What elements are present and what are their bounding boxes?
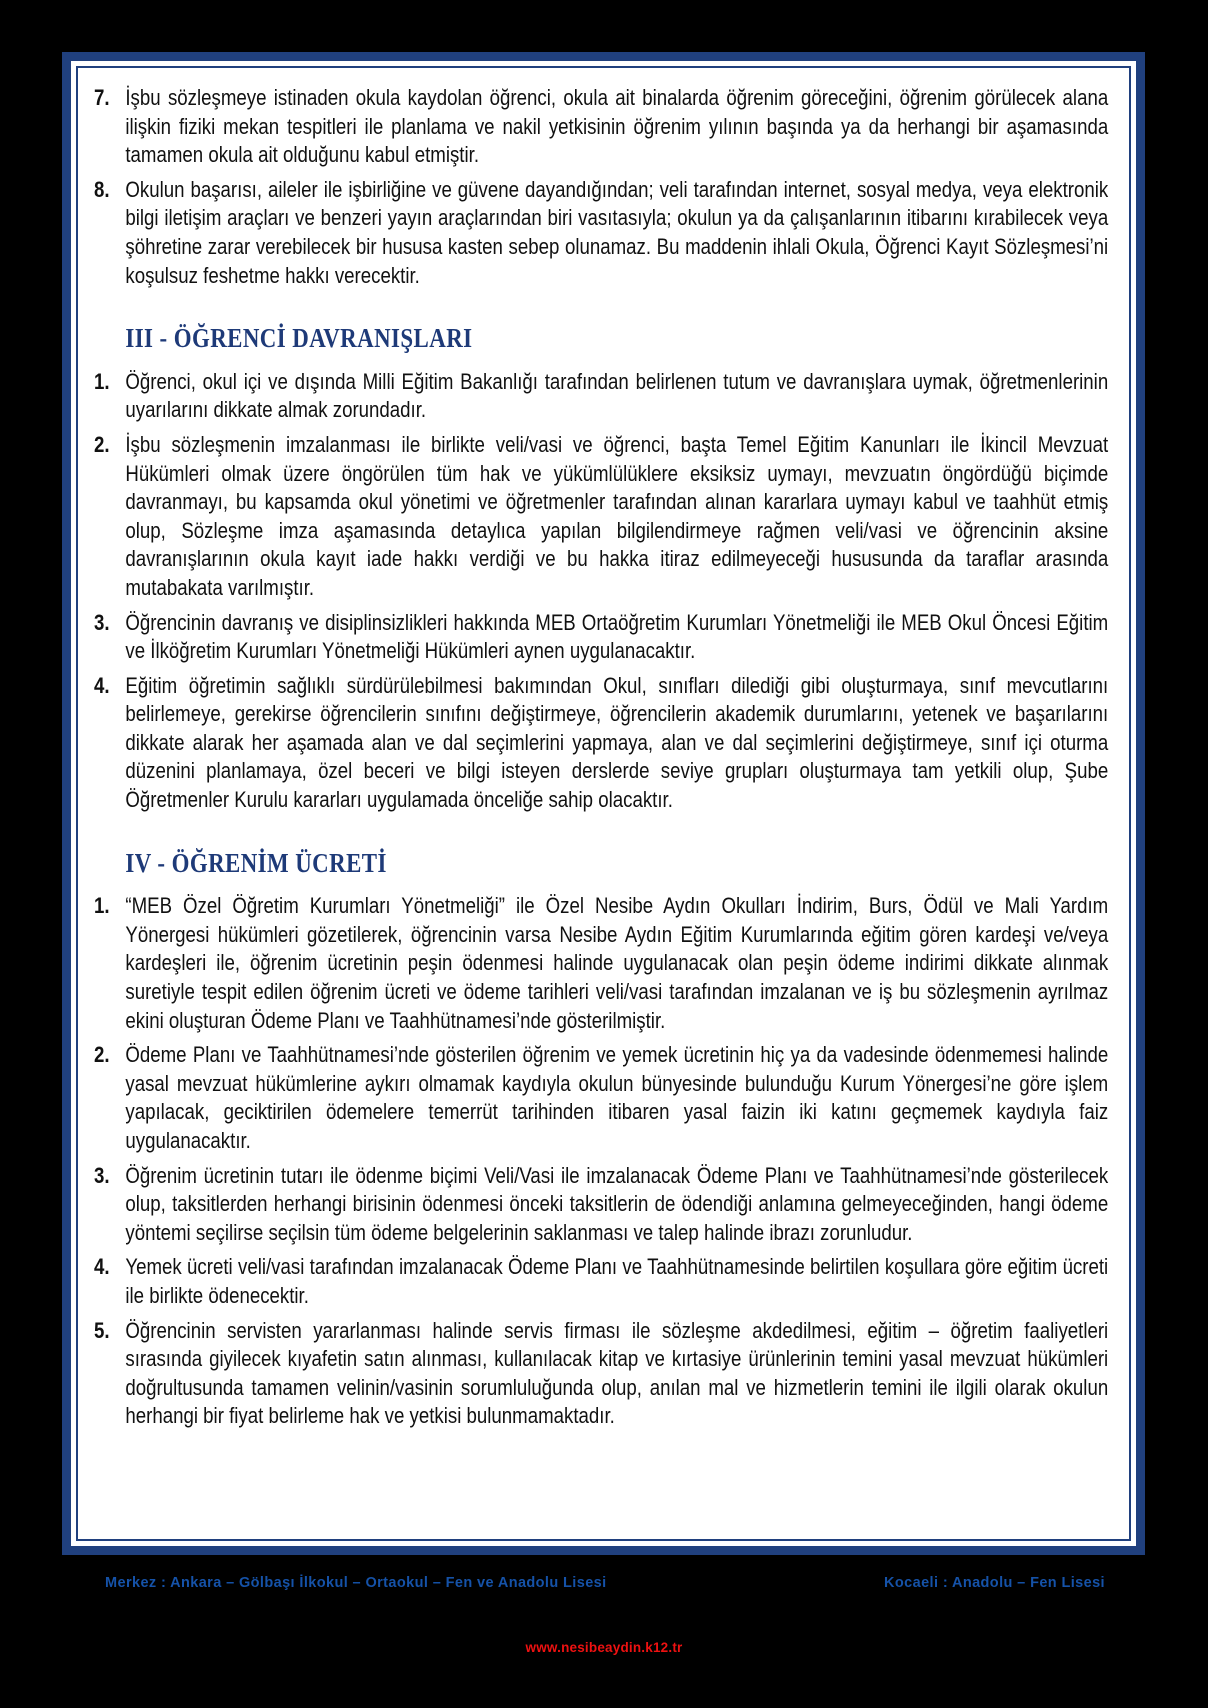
item-text: Eğitim öğretimin sağlıklı sürdürülebilmesi bakımından Okul, sınıfları dilediği gibi oluşturmaya, sınıf mevcutlarını belirlemeye, gerekirse öğrencilerin sınıfını değiştirmeye, öğrencilerin akademik durumlarını, yetenek ve başarılarını dikkate alarak her aşamada alan ve dal seçimlerini yapmaya, alan ve dal seçimlerini değiştirmeye, sınıf içi oturma düzenini planlamaya, özel beceri ve bilgi isteyen derslerde seviye grupları oluşturmaya tam yetkili olup, Şube Öğretmenler Kurulu kararları uygulamada önceliğe sahip olacaktır. (125, 672, 1109, 813)
list-item (94, 609, 1108, 666)
list-item (94, 431, 1108, 603)
item-number: 8. (94, 176, 110, 202)
page-inner-border (76, 66, 1131, 1541)
item-text: Öğrenim ücretinin tutarı ile ödenme biçimi Veli/Vasi ile imzalanacak Ödeme Planı ve Taahhütnamesi’nde gösterilecek olup, taksitlerden herhangi birisinin ödenmesi önceki taksitlerin de ödendiği anlamına gelmeyeceğinden, hangi ödeme yöntemi seçilirse seçilsin tüm ödeme belgelerinin saklanması ve talep halinde ibrazı zorunludur. (125, 1162, 1109, 1245)
item-number: 1. (94, 368, 110, 394)
item-number: 7. (94, 85, 110, 110)
section-title-tuition-fee: IV - ÖĞRENİM ÜCRETİ (125, 847, 387, 878)
page-content (94, 84, 1108, 1431)
item-number: 3. (94, 1162, 110, 1188)
item-number: 2. (94, 1042, 110, 1068)
item-text: İşbu sözleşmenin imzalanması ile birlikte veli/vasi ve öğrenci, başta Temel Eğitim Kanunları ile İkincil Mevzuat Hükümleri olmak üzere öngörülen tüm hak ve yükümlülüklere eksiksiz uymayı, mevzuatın öngördüğü biçimde davranmayı, bu kapsamda okul yönetimi ve öğretmenler tarafından alınan kararlara uymayı kabul ve taahhüt etmiş olup, Sözleşme imza aşamasında detaylıca yapılan bilgilendirmeye rağmen veli/vasi ve öğrencinin aksine davranışlarının okula kayıt iade hakkı verdiği ve bu hakka itiraz edilmeyeceği hususunda da taraflar arasında mutabakata varılmıştır. (125, 431, 1109, 600)
section-title-student-behavior: III - ÖĞRENCİ DAVRANIŞLARI (125, 323, 473, 354)
item-text: “MEB Özel Öğretim Kurumları Yönetmeliği” ile Özel Nesibe Aydın Okulları İndirim, Burs, Ödül ve Mali Yardım Yönergesi hükümleri gözetilerek, öğrencinin varsa Nesibe Aydın Eğitim Kurumlarında eğitim gören kardeşi ve/veya kardeşleri ile, öğrenim ücretinin peşin ödenmesi halinde uygulanacak olan peşin ödeme indirimi dikkate alınmak suretiyle tespit edilen öğrenim ücreti ve ödeme tarihleri veli/vasi tarafından imzalanan ve iş bu sözleşmenin ayrılmaz ekini oluşturan Ödeme Planı ve Taahhütnamesi’nde gösterilmiştir. (125, 893, 1109, 1033)
list-item (94, 1041, 1108, 1155)
list-item (94, 1253, 1108, 1310)
contract-page (62, 52, 1145, 1555)
item-text: Öğrenci, okul içi ve dışında Milli Eğitim Bakanlığı tarafından belirlenen tutum ve davranışlara uymak, öğretmenlerinin uyarılarını dikkate almak zorundadır. (125, 368, 1109, 423)
footer-campus-right: Kocaeli : Anadolu – Fen Lisesi (884, 1575, 1105, 1591)
item-number: 5. (94, 1317, 110, 1343)
list-item (94, 892, 1108, 1035)
list-item (94, 176, 1108, 290)
item-text: Öğrencinin servisten yararlanması halinde servis firması ile sözleşme akdedilmesi, eğitim – öğretim faaliyetleri sırasında giyilecek kıyafetin satın alınması, kullanılacak kitap ve kırtasiye ürünlerinin temini yasal mevzuat hükümleri doğrultusunda tamamen velinin/vasinin sorumluluğunda olup, anılan mal ve hizmetlerin temini ile ilgili olarak okulun herhangi bir fiyat belirleme hak ve yetkisi bulunmamaktadır. (125, 1317, 1109, 1429)
item-number: 4. (94, 1254, 110, 1280)
list-item (94, 1317, 1108, 1431)
footer-campuses (62, 1575, 1145, 1591)
item-number: 3. (94, 609, 110, 635)
list-item (94, 368, 1108, 425)
item-text: İşbu sözleşmeye istinaden okula kaydolan öğrenci, okula ait binalarda öğrenim göreceğini, öğrenim görülecek alana ilişkin fiziki mekan tespitleri ile planlama ve nakil yetkisinin öğrenim yılının başında ya da herhangi bir aşamasında tamamen okula ait olduğunu kabul etmiştir. (125, 85, 1109, 168)
item-number: 2. (94, 431, 110, 457)
list-item (94, 84, 1108, 170)
item-text: Ödeme Planı ve Taahhütnamesi’nde gösterilen öğrenim ve yemek ücretinin hiç ya da vadesinde ödenmemesi halinde yasal mevzuat hükümlerine aykırı olmamak kaydıyla okulun bünyesinde bulunduğu Kurum Yönergesi’ne göre işlem yapılacak, geciktirilen ödemelere temerrüt tarihinden itibaren yasal faizin iki katını geçmemek kaydıyla faiz uygulanacaktır. (125, 1042, 1109, 1153)
list-item (94, 1162, 1108, 1248)
list-item (94, 672, 1108, 815)
item-text: Yemek ücreti veli/vasi tarafından imzalanacak Ödeme Planı ve Taahhütnamesinde belirtilen koşullara göre eğitim ücreti ile birlikte ödenecektir. (125, 1254, 1109, 1308)
footer-campus-left: Merkez : Ankara – Gölbaşı İlkokul – Ortaokul – Fen ve Anadolu Lisesi (105, 1575, 607, 1591)
item-number: 4. (94, 672, 110, 698)
item-text: Öğrencinin davranış ve disiplinsizlikleri hakkında MEB Ortaöğretim Kurumları Yönetmeliği ile MEB Okul Öncesi Eğitim ve İlköğretim Kurumları Yönetmeliği Hükümleri aynen uygulanacaktır. (125, 609, 1109, 664)
item-number: 1. (94, 893, 110, 919)
website-url: www.nesibeaydin.k12.tr (525, 1640, 683, 1655)
item-text: Okulun başarısı, aileler ile işbirliğine ve güvene dayandığından; veli tarafından internet, sosyal medya, veya elektronik bilgi iletişim araçları ve benzeri yayın araçlarından biri vasıtasıyla; okulun ya da çalışanlarının itibarını kırabilecek veya şöhretine zarar verebilecek bir hususa kasten sebep olunamaz. Bu maddenin ihlali Okula, Öğrenci Kayıt Sözleşmesi’ni koşulsuz feshetme hakkı verecektir. (125, 176, 1109, 288)
